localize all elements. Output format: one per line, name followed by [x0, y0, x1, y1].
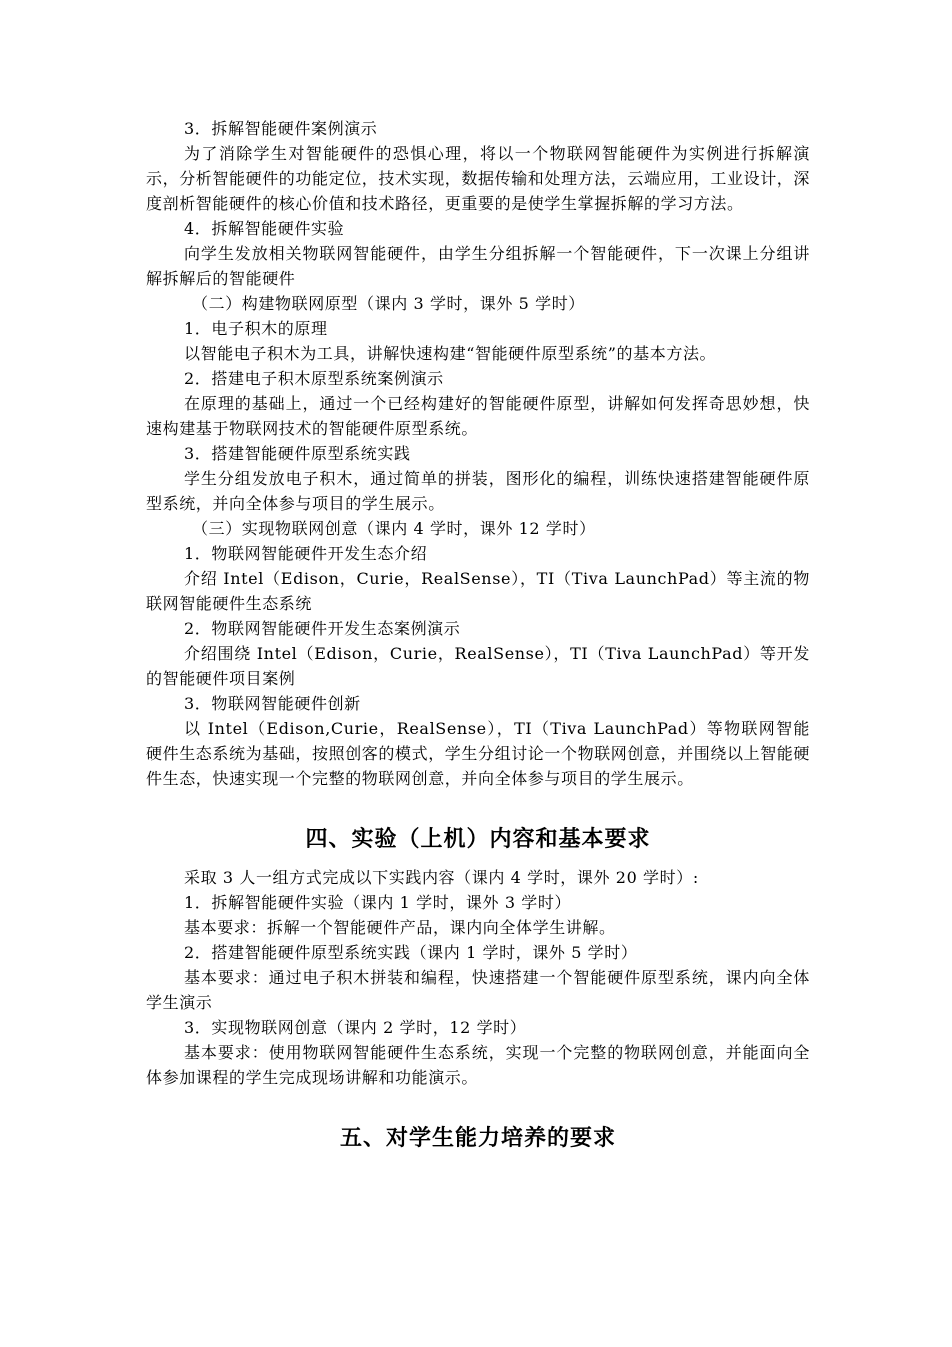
- paragraph: 学生分组发放电子积木，通过简单的拼装，图形化的编程，训练快速搭建智能硬件原型系统，并向全体参与项目的学生展示。: [146, 469, 810, 513]
- experiment-requirement: 基本要求：使用物联网智能硬件生态系统，实现一个完整的物联网创意，并能面向全体参加课程的学生完成现场讲解和功能演示。: [146, 1043, 810, 1087]
- paragraph: 向学生发放相关物联网智能硬件，由学生分组拆解一个智能硬件，下一次课上分组讲解拆解后的智能硬件: [146, 244, 810, 288]
- item-title: 3．物联网智能硬件创新: [184, 694, 361, 713]
- item-title: 1．电子积木的原理: [184, 319, 328, 338]
- item-title: 3．搭建智能硬件原型系统实践: [184, 444, 411, 463]
- item-title: 1．物联网智能硬件开发生态介绍: [184, 544, 428, 563]
- section-heading: 四、实验（上机）内容和基本要求: [305, 827, 651, 852]
- subsection-title: （二）构建物联网原型（课内 3 学时，课外 5 学时）: [192, 294, 585, 313]
- paragraph: 以智能电子积木为工具，讲解快速构建“智能硬件原型系统”的基本方法。: [184, 344, 717, 363]
- item-title: 2．搭建电子积木原型系统案例演示: [184, 369, 444, 388]
- paragraph: 为了消除学生对智能硬件的恐惧心理，将以一个物联网智能硬件为实例进行拆解演示，分析智能硬件的功能定位，技术实现，数据传输和处理方法，云端应用，工业设计，深度剖析智能硬件的核心价值和技术路径，更重要的是使学生掌握拆解的学习方法。: [146, 144, 811, 213]
- paragraph: 在原理的基础上，通过一个已经构建好的智能硬件原型，讲解如何发挥奇思妙想，快速构建基于物联网技术的智能硬件原型系统。: [146, 394, 810, 438]
- experiment-title: 3．实现物联网创意（课内 2 学时，12 学时）: [184, 1018, 527, 1037]
- experiment-title: 2．搭建智能硬件原型系统实践（课内 1 学时，课外 5 学时）: [184, 943, 638, 962]
- document-page: [146, 116, 810, 1154]
- subsection-title: （三）实现物联网创意（课内 4 学时，课外 12 学时）: [192, 519, 596, 538]
- section-intro: 采取 3 人一组方式完成以下实践内容（课内 4 学时，课外 20 学时）:: [184, 868, 699, 887]
- item-title: 4．拆解智能硬件实验: [184, 219, 345, 238]
- paragraph: 介绍 Intel（Edison，Curie，RealSense），TI（Tiva LaunchPad）等主流的物联网智能硬件生态系统: [146, 569, 810, 613]
- experiment-title: 1．拆解智能硬件实验（课内 1 学时，课外 3 学时）: [184, 893, 572, 912]
- experiment-requirement: 基本要求：通过电子积木拼装和编程，快速搭建一个智能硬件原型系统，课内向全体学生演示: [146, 968, 810, 1012]
- paragraph: 以 Intel（Edison,Curie，RealSense），TI（Tiva LaunchPad）等物联网智能硬件生态系统为基础，按照创客的模式，学生分组讨论一个物联网创意，并围绕以上智能硬件生态，快速实现一个完整的物联网创意，并向全体参与项目的学生展示。: [146, 719, 811, 788]
- paragraph: 介绍围绕 Intel（Edison，Curie，RealSense），TI（Tiva LaunchPad）等开发的智能硬件项目案例: [146, 644, 810, 688]
- item-title: 2．物联网智能硬件开发生态案例演示: [184, 619, 461, 638]
- experiment-requirement: 基本要求：拆解一个智能硬件产品，课内向全体学生讲解。: [184, 918, 616, 937]
- item-title: 3．拆解智能硬件案例演示: [184, 119, 378, 138]
- section-heading: 五、对学生能力培养的要求: [339, 1126, 616, 1151]
